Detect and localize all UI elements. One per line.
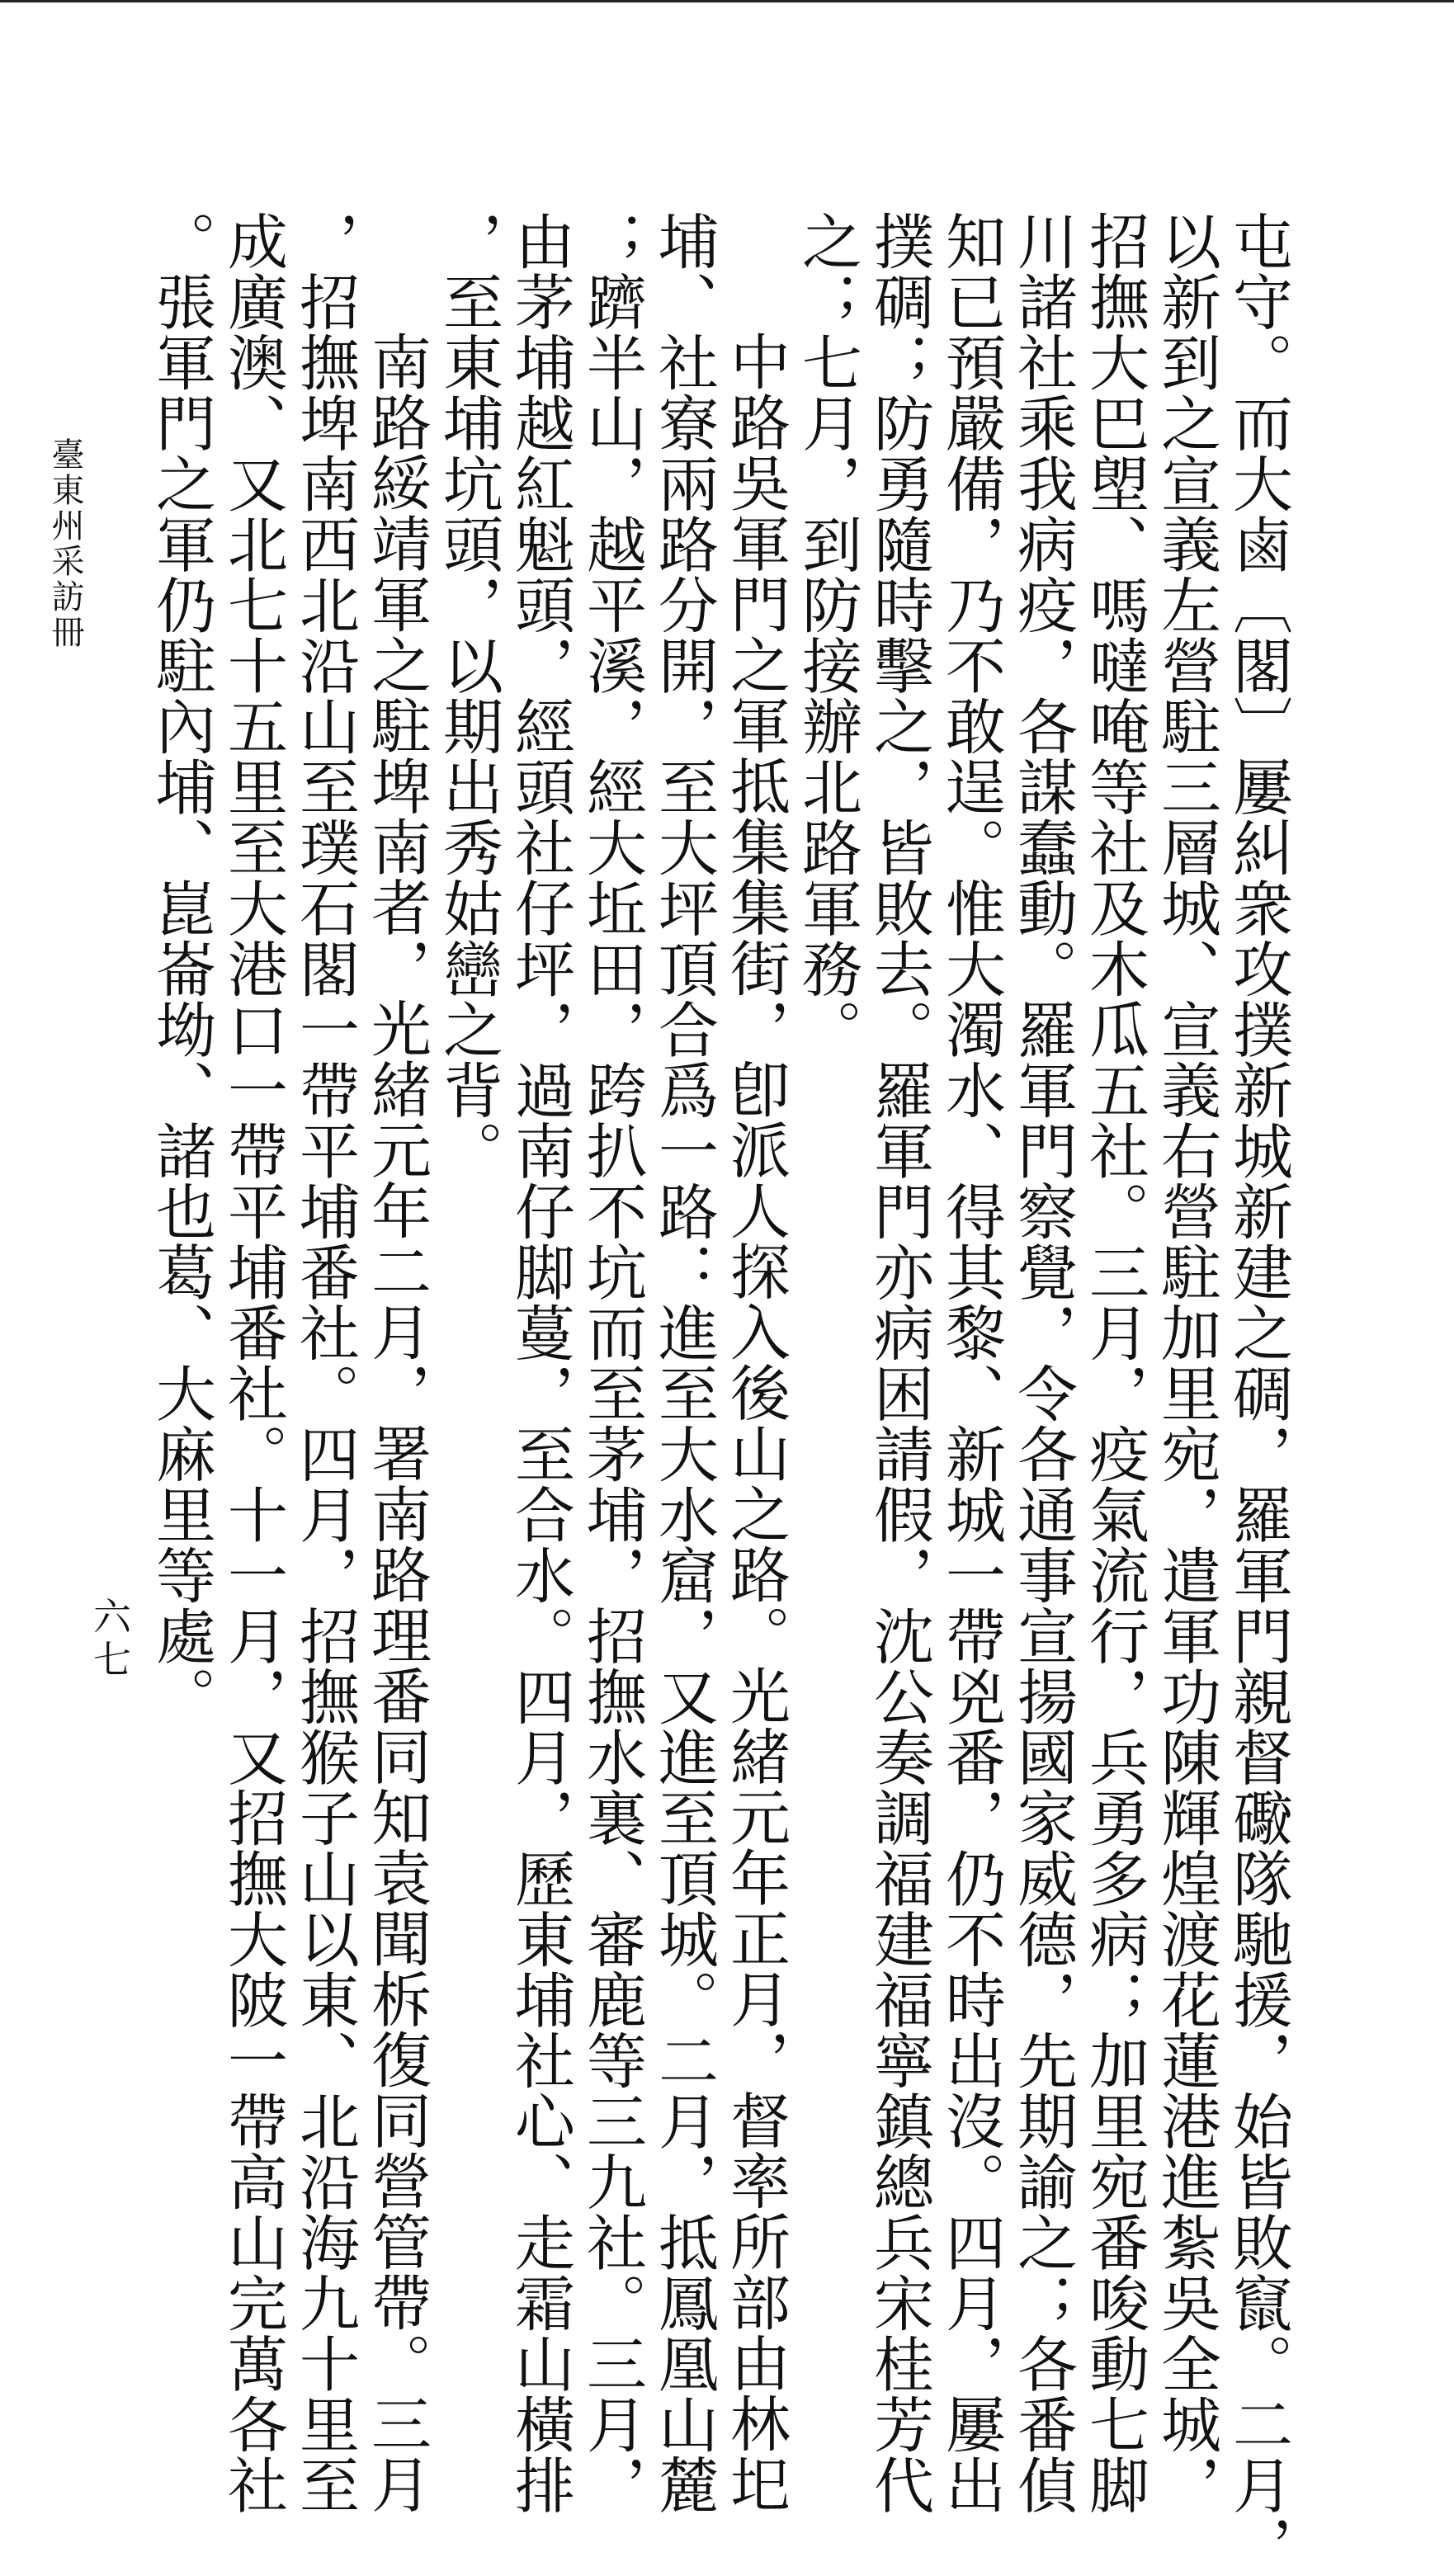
text-column: 知已預嚴備，乃不敢逞。惟大濁水、得其黎、新城一帶兇番，仍不時出沒。四月，屢出 [935,210,1005,2515]
paragraph-start-column: 南路綏靖軍之駐埤南者，光緒元年二月，署南路理番同知袁聞柝復同營管帶。三月 [361,331,431,2514]
text-column: 屯守。而大鹵〔閣〕屢糾衆攻撲新城新建之碉，羅軍門親督礮隊馳援，始皆敗竄。二月， [1222,210,1292,2576]
text-column: 埔、社寮兩路分開，至大坪頂合爲一路：進至大水窟，又進至頂城。二月，抵鳳凰山麓 [648,210,718,2515]
body-text [144,210,1293,2576]
paragraph-start-column: 中路吳軍門之軍抵集集街，卽派人探入後山之路。光緒元年正月，督率所部由林圯 [720,331,790,2514]
running-title: 臺東州采訪冊 [46,437,84,650]
text-column: 成廣澳、又北七十五里至大港口一帶平埔番社。十一月，又招撫大陂一帶高山完萬各社 [217,210,287,2515]
text-column: 川諸社乘我病疫，各謀蠢動。羅軍門察覺，令各通事宣揚國家威德，先期諭之；各番偵 [1007,210,1077,2515]
text-column: 招撫大巴塱、嗎噠唵等社及木瓜五社。三月，疫氣流行，兵勇多病；加里宛番唆動七脚 [1079,210,1149,2515]
top-border-line [0,0,1454,2]
text-column: 以新到之宣義左營駐三層城、宣義右營駐加里宛，遣軍功陳輝煌渡花蓮港進紮吳全城， [1150,210,1220,2515]
text-column: 之；七月，到防接辦北路軍務。 [791,210,862,1059]
page-number: 六七 [87,1597,132,1682]
text-column: ，至東埔坑頭，以期出秀姑巒之背。 [432,210,503,1181]
text-column: ，招撫埤南西北沿山至璞石閣一帶平埔番社。四月，招撫猴子山以東、北沿海九十里至 [289,210,359,2515]
text-column: 。張軍門之軍仍駐內埔、崑崙坳、諸也葛、大麻里等處。 [145,210,215,1727]
text-column: ；躋半山，越平溪，經大坵田，跨扒不坑而至茅埔，招撫水裏、審鹿等三九社。三月， [576,210,646,2515]
text-column: 由茅埔越紅魁頭，經頭社仔坪，過南仔脚蔓，至合水。四月，歷東埔社心、走霜山橫排 [504,210,574,2515]
text-column: 撲碉；防勇隨時擊之，皆敗去。羅軍門亦病困請假，沈公奏調福建福寧鎮總兵宋桂芳代 [863,210,933,2515]
